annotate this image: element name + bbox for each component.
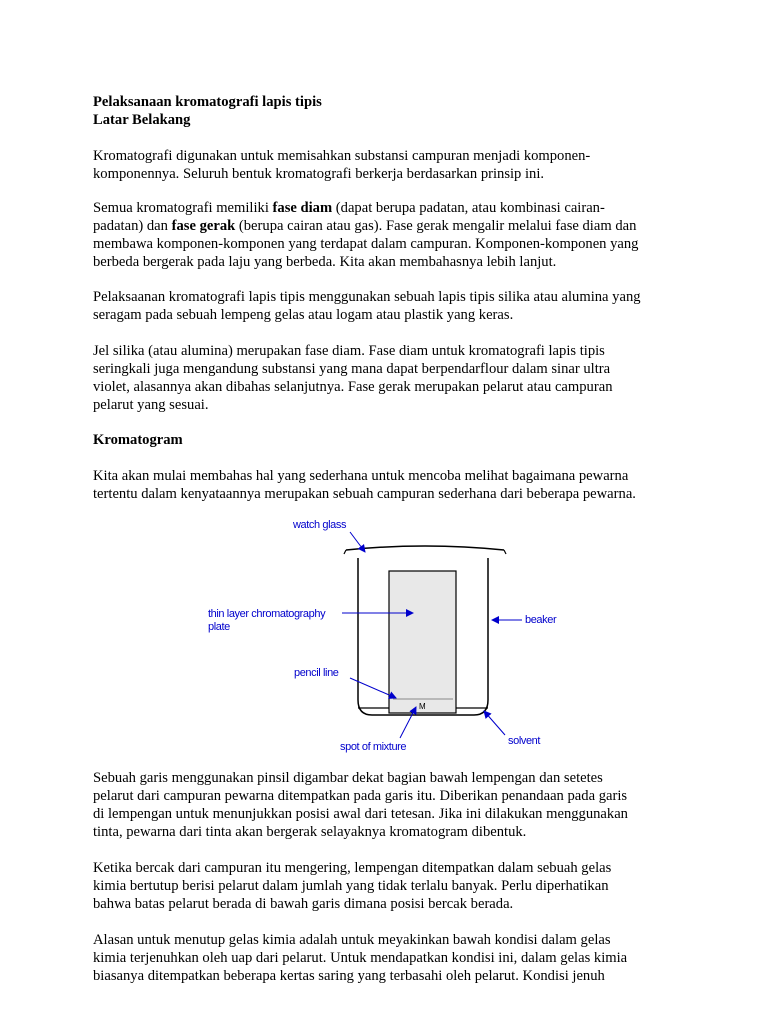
paragraph-line — [93, 218, 683, 236]
paragraph-line: seringkali juga mengandung substansi yang mana dapat berpendarflour dalam sinar ultra — [93, 361, 611, 377]
tlc-diagram — [200, 512, 560, 760]
paragraph-line: seragam pada sebuah lempeng gelas atau logam atau plastik yang keras. — [93, 307, 514, 323]
text-run: (berupa cairan atau gas). Fase gerak mengalir melalui fase diam dan — [235, 218, 637, 234]
label-tlc-plate-line1: thin layer chromatography — [208, 608, 326, 620]
paragraph-line: Sebuah garis menggunakan pinsil digambar dekat bagian bawah lempengan dan setetes — [93, 770, 603, 786]
paragraph-line: pelarut dari campuran pewarna ditempatkan pada garis itu. Diberikan penandaan pada garis — [93, 788, 628, 804]
paragraph-line: Jel silika (atau alumina) merupakan fase diam. Fase diam untuk kromatografi lapis tipis — [93, 343, 605, 359]
page-title: Pelaksanaan kromatografi lapis tipis — [93, 94, 322, 110]
tlc-plate-shape — [389, 571, 456, 713]
section-heading-latar-belakang: Latar Belakang — [93, 112, 191, 128]
text-run: padatan) dan — [93, 218, 172, 234]
paragraph-line: Alasan untuk menutup gelas kimia adalah untuk meyakinkan bawah kondisi dalam gelas — [93, 932, 611, 948]
label-pencil-line: pencil line — [294, 667, 339, 679]
watch-glass-shape — [346, 546, 504, 550]
label-spot-of-mixture: spot of mixture — [340, 741, 407, 753]
paragraph-line: Ketika bercak dari campuran itu mengering, lempengan ditempatkan dalam sebuah gelas — [93, 860, 612, 876]
label-beaker: beaker — [525, 614, 557, 626]
text-run: (dapat berupa padatan, atau kombinasi cairan- — [332, 200, 605, 216]
paragraph-line: tinta, pewarna dari tinta akan bergerak selayaknya kromatogram dibentuk. — [93, 824, 527, 840]
term-fase-gerak: fase gerak — [171, 218, 236, 234]
paragraph-line: Kita akan mulai membahas hal yang sederhana untuk mencoba melihat bagaimana pewarna — [93, 468, 629, 484]
paragraph-line: berbeda bergerak pada laju yang berbeda. Kita akan membahasnya lebih lanjut. — [93, 254, 557, 270]
paragraph-line — [93, 200, 683, 218]
paragraph-line: Pelaksaanan kromatografi lapis tipis menggunakan sebuah lapis tipis silika atau alumina yang — [93, 289, 641, 305]
label-watch-glass: watch glass — [293, 519, 347, 531]
paragraph-line: tertentu dalam kenyataannya merupakan sebuah campuran sederhana dari beberapa pewarna. — [93, 486, 636, 502]
paragraph-line: di lempengan untuk menunjukkan posisi awal dari tetesan. Jika ini dilakukan menggunakan — [93, 806, 628, 822]
spot-marker: M — [419, 702, 426, 711]
paragraph-line: komponennya. Seluruh bentuk kromatografi berkerja berdasarkan prinsip ini. — [93, 166, 545, 182]
term-fase-diam: fase diam — [272, 200, 333, 216]
section-heading-kromatogram: Kromatogram — [93, 432, 183, 448]
label-solvent: solvent — [508, 735, 541, 747]
paragraph-line: kimia bertutup berisi pelarut dalam jumlah yang tidak terlalu banyak. Perlu diperhatikan — [93, 878, 609, 894]
paragraph-line: bahwa batas pelarut berada di bawah garis dimana posisi bercak berada. — [93, 896, 514, 912]
paragraph-line: Kromatografi digunakan untuk memisahkan substansi campuran menjadi komponen- — [93, 148, 591, 164]
paragraph-line: pelarut yang sesuai. — [93, 397, 209, 413]
paragraph-line: violet, alasannya akan dibahas selanjutnya. Fase gerak merupakan pelarut atau campuran — [93, 379, 613, 395]
label-tlc-plate-line2: plate — [208, 621, 230, 633]
paragraph-line: kimia terjenuhkan oleh uap dari pelarut. Untuk mendapatkan kondisi ini, dalam gelas kimia — [93, 950, 628, 966]
text-run: Semua kromatografi memiliki — [93, 200, 273, 216]
paragraph-line: biasanya ditempatkan beberapa kertas saring yang terbasahi oleh pelarut. Kondisi jenuh — [93, 968, 605, 984]
paragraph-line: membawa komponen-komponen yang terdapat dalam campuran. Komponen-komponen yang — [93, 236, 639, 252]
